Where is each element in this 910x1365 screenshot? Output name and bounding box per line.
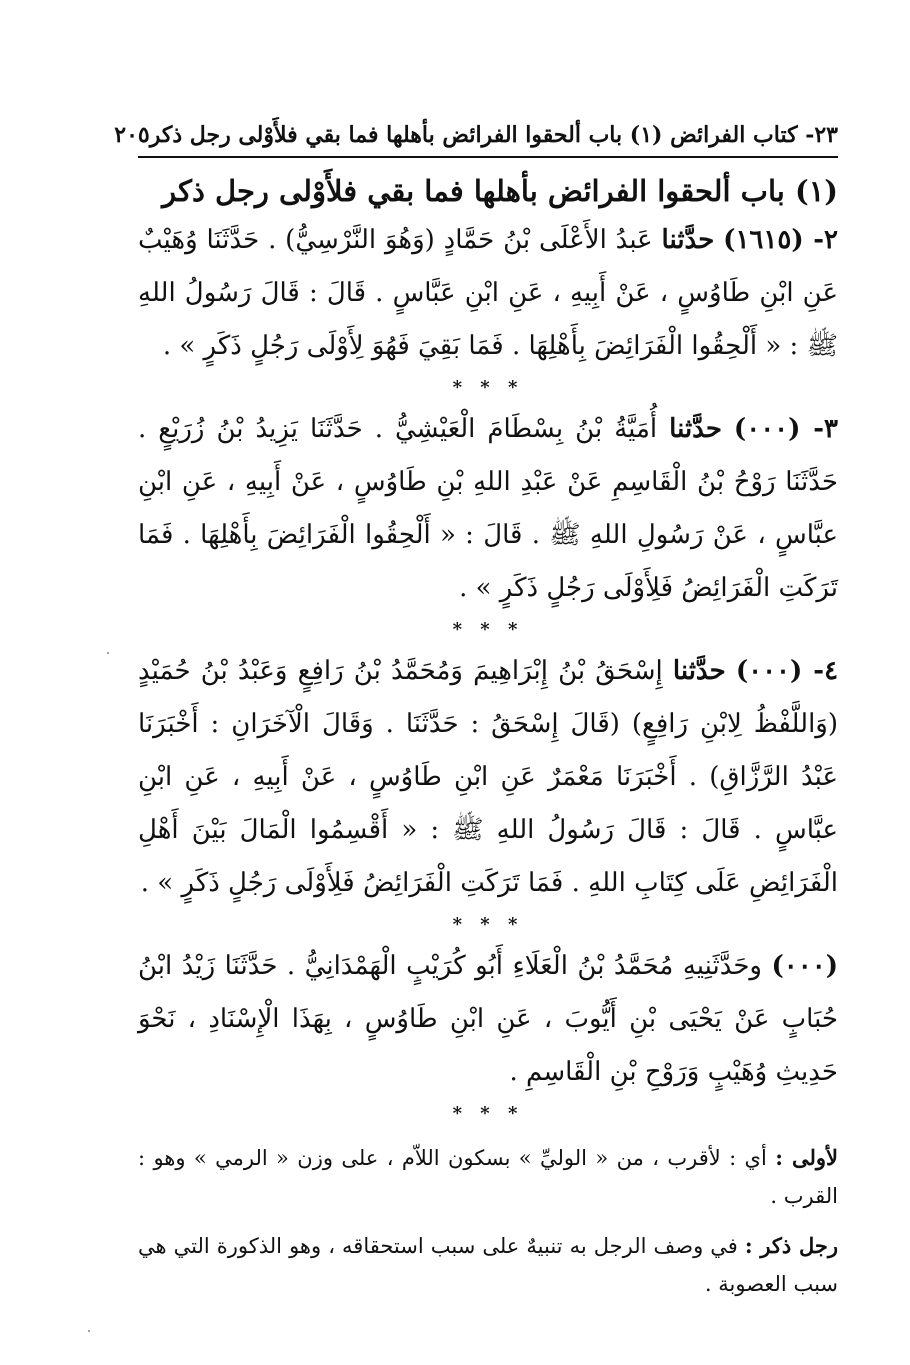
glossary-text: أي : لأقرب ، من « الوليِّ » بسكون اللاّم ، على وزن « الرمي » وهو : القرب .	[138, 1146, 838, 1208]
running-header	[114, 118, 838, 152]
separator: * * *	[452, 619, 524, 640]
hadith-text: وحَدَّثَنِيهِ مُحَمَّدُ بْنُ الْعَلَاءِ أَبُو كُرَيْبٍ الْهَمْدَانِيُّ . حَدَّثَنَا زَيْدُ ابْنُ حُبَابٍ عَنْ يَحْيَى بْنِ أَيُّوبَ ، عَنِ ابْنِ طَاوُسٍ ، بِهَذَا الْإِسْنَادِ ، نَحْوَ حَدِيثِ وُهَيْبٍ وَرَوْحِ بْنِ الْقَاسِمِ .	[138, 951, 838, 1087]
hadith-lead: حدَّثنا	[669, 414, 722, 444]
hadith-4-variant	[138, 940, 838, 1099]
separator: * * *	[452, 1103, 524, 1124]
glossary-entry	[138, 1139, 838, 1215]
page-number: ٢٠٥	[114, 122, 150, 148]
hadith-lead: حدَّثنا	[661, 225, 715, 255]
glossary-text: في وصف الرجل به تنبيهٌ على سبب استحقاقه ، وهو الذكورة التي هي سبب العصوبة .	[138, 1234, 838, 1296]
hadith-number: ٣- (٠٠٠)	[733, 414, 838, 444]
separator: * * *	[452, 377, 524, 398]
glossary-entry	[138, 1227, 838, 1303]
scan-speck	[107, 652, 109, 654]
glossary-term: لأولى :	[775, 1145, 838, 1170]
chapter-title: (١) باب ألحقوا الفرائض بأهلها فما بقي فلأَوْلى رجل ذكر	[162, 174, 838, 208]
hadith-3	[138, 403, 838, 615]
book-page	[114, 118, 839, 1315]
glossary-term: رجل ذكر :	[744, 1233, 838, 1258]
hadith-text: إِسْحَقُ بْنُ إِبْرَاهِيمَ وَمُحَمَّدُ بْنُ رَافِعٍ وَعَبْدُ بْنُ حُمَيْدٍ (وَاللَّفْظُ لِابْنِ رَافِعٍ) (قَالَ إِسْحَقُ : حَدَّثَنَا . وَقَالَ الْآخَرَانِ : أَخْبَرَنَا عَبْدُ الرَّزَّاقِ) . أَخْبَرَنَا مَعْمَرٌ عَنِ ابْنِ طَاوُسٍ ، عَنْ أَبِيهِ ، عَنِ ابْنِ عبَّاسٍ . قَالَ : قَالَ رَسُولُ اللهِ ﷺ : « أَقْسِمُوا الْمَالَ بَيْنَ أَهْلِ الْفَرَائِضِ عَلَى كِتَابِ اللهِ . فَمَا تَرَكَتِ الْفَرَائِضُ فَلِأَوْلَى رَجُلٍ ذَكَرٍ » .	[138, 656, 838, 898]
hadith-text: أُمَيَّةُ بْنُ بِسْطَامَ الْعَيْشِيُّ . حَدَّثَنَا يَزِيدُ بْنُ زُرَيْعٍ . حَدَّثَنَا رَوْحُ بْنُ الْقَاسِمِ عَنْ عَبْدِ اللهِ بْنِ طَاوُسٍ ، عَنْ أَبِيهِ ، عَنِ ابْنِ عبَّاسٍ ، عَنْ رَسُولِ اللهِ ﷺ . قَالَ : « أَلْحِقُوا الْفَرَائِضَ بِأَهْلِهَا . فَمَا تَرَكَتِ الْفَرَائِضُ فَلِأَوْلَى رَجُلٍ ذَكَرٍ » .	[138, 414, 838, 603]
glossary-notes	[138, 1139, 838, 1303]
hadith-number: ٢- (١٦١٥)	[723, 225, 839, 255]
hadith-text: عَبدُ الأَعْلَى بْنُ حَمَّادٍ (وَهُوَ النَّرْسِيُّ) . حَدَّثَنَا وُهَيْبٌ عَنِ ابْنِ طَاوُسٍ ، عَنْ أَبِيهِ ، عَنِ ابْنِ عَبَّاسٍ . قَالَ : قَالَ رَسُولُ اللهِ ﷺ : « أَلْحِقُوا الْفَرَائِضَ بِأَهْلِهَا . فَمَا بَقِيَ فَهُوَ لِأَوْلَى رَجُلٍ ذَكَرٍ » .	[138, 225, 838, 361]
running-title: ٢٣- كتاب الفرائض (١) باب ألحقوا الفرائض بأهلها فما بقي فلأَوْلى رجل ذكر	[149, 122, 838, 148]
scan-speck	[88, 1330, 90, 1332]
separator: * * *	[452, 914, 524, 935]
header-rule	[138, 156, 838, 158]
hadith-number: (٠٠٠)	[771, 951, 838, 981]
hadith-4	[138, 645, 838, 910]
hadith-2	[138, 214, 838, 373]
hadith-number: ٤- (٠٠٠)	[735, 656, 839, 686]
hadith-lead: حدَّثنا	[672, 656, 726, 686]
